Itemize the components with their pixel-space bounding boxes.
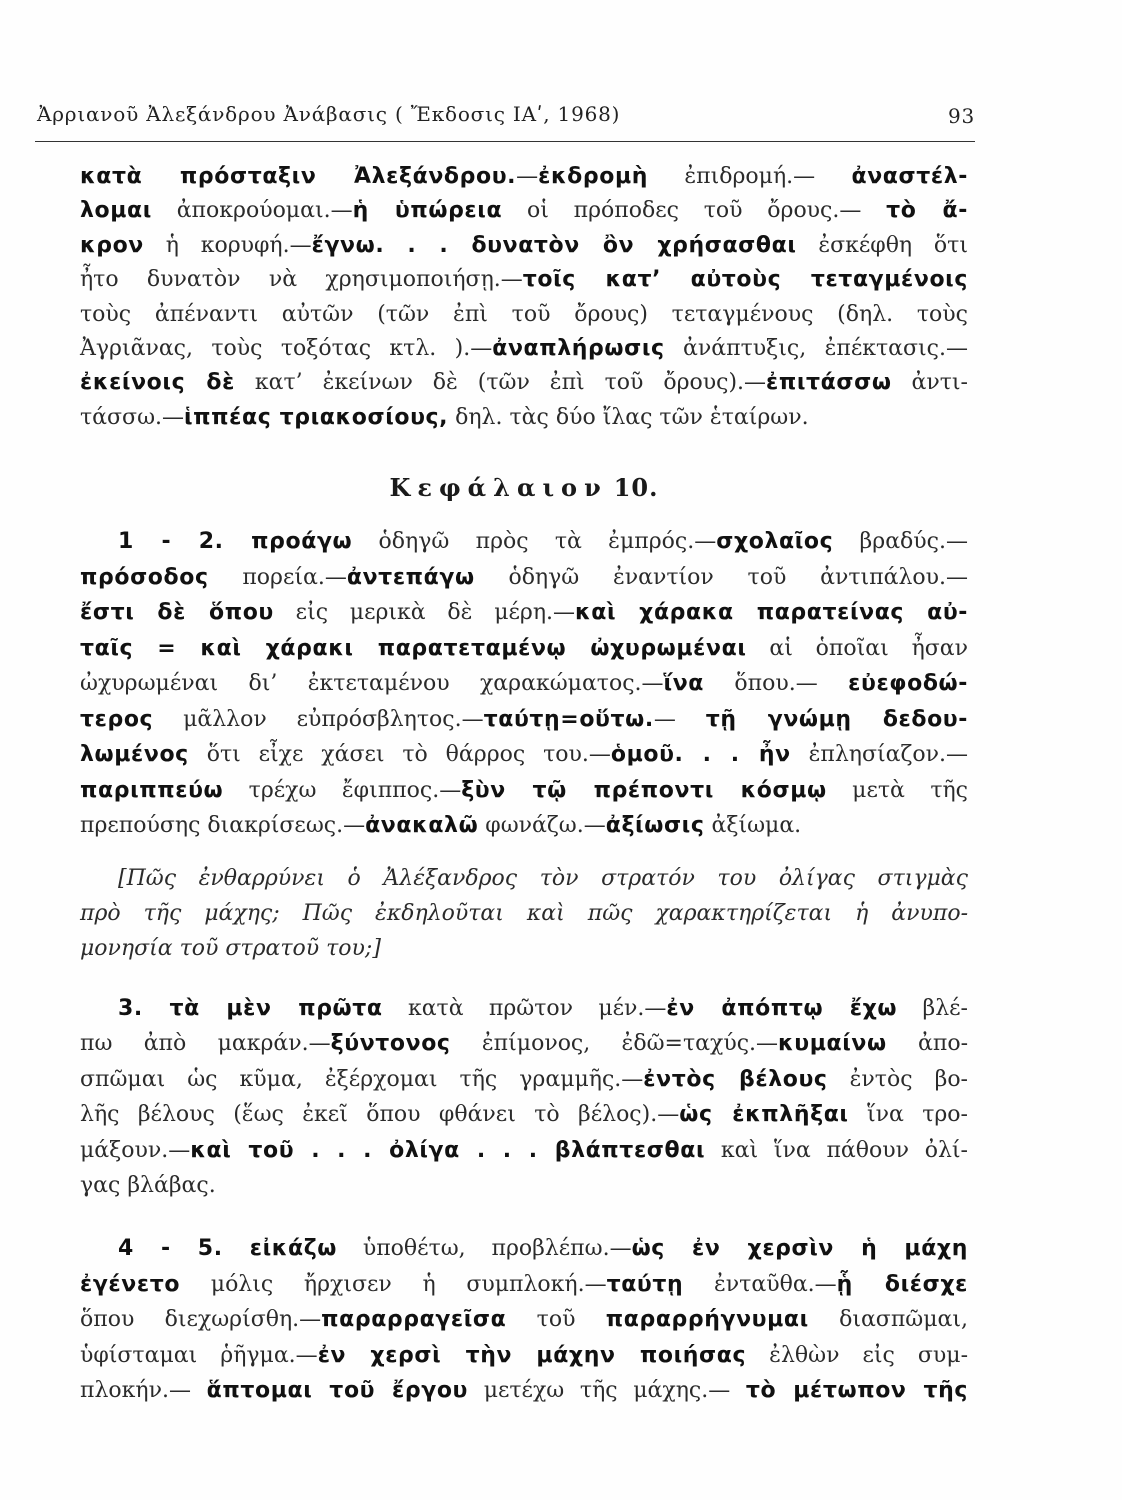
gloss-text: κατ’ ἐκείνων δὲ (τῶν ἐπὶ τοῦ ὄρους).— <box>234 370 767 396</box>
gloss-text: ἀξίωμα. <box>704 813 802 838</box>
headword: λωμένος <box>80 742 189 767</box>
line-content <box>80 1097 968 1132</box>
gloss-text: ὅτι εἶχε χάσει τὸ θάρρος του.— <box>188 742 611 767</box>
line-content <box>80 773 968 809</box>
line-content <box>80 737 968 773</box>
gloss-text: ἵνα τρο- <box>848 1102 968 1128</box>
line-content <box>80 896 968 931</box>
gloss-text: τοῦ <box>506 1307 606 1332</box>
text-line <box>80 666 968 702</box>
line-content <box>118 991 968 1026</box>
headword: καὶ χάρακα παρατείνας αὐ- <box>575 600 969 625</box>
gloss-text: δηλ. τὰς δύο ἴλας τῶν ἑταίρων. <box>448 404 809 430</box>
headword: καὶ τοῦ . . . ὀλίγα . . . βλάπτεσθαι <box>190 1137 706 1163</box>
gloss-text: ἀποκρούομαι.— <box>151 198 353 224</box>
gloss-text: μετὰ τῆς <box>826 777 969 803</box>
text-line <box>80 737 968 773</box>
text-line <box>80 298 968 332</box>
headword: τοῖς κατ’ αὐτοὺς τεταγμένοις <box>522 267 968 293</box>
headword: παριππεύω <box>80 777 224 803</box>
gloss-text: — <box>653 706 706 732</box>
gloss-text: ἀπο- <box>886 1031 968 1057</box>
text-line <box>80 1373 968 1409</box>
headword: ἐν χερσὶ τὴν μάχην ποιήσας <box>317 1342 747 1368</box>
text-line <box>80 702 968 738</box>
running-header <box>37 100 975 128</box>
line-content <box>80 401 809 435</box>
gloss-text: ἀντι- <box>891 370 968 396</box>
headword: ἅπτομαι τοῦ ἔργου <box>206 1378 469 1403</box>
headword: ἔγνω. . . δυνατὸν ὂν χρήσασθαι <box>311 232 797 258</box>
text-line <box>80 631 968 667</box>
line-content <box>80 595 968 631</box>
gloss-text: ὑφίσταμαι ῥῆγμα.— <box>80 1342 318 1368</box>
line-content <box>80 1373 968 1409</box>
chapter-heading <box>80 470 968 505</box>
headword: τὸ μέτωπον τῆς <box>745 1378 968 1403</box>
headword: ἐκδρομὴ <box>538 164 649 189</box>
gloss-text: λῆς βέλους (ἕως ἐκεῖ ὅπου φθάνει τὸ βέλος).— <box>80 1102 680 1128</box>
gloss-text: εἰς μερικὰ δὲ μέρη.— <box>273 600 576 625</box>
line-content <box>80 160 968 194</box>
gloss-text: ὠχυρωμέναι δι’ ἐκτεταμένου χαρακώματος.— <box>80 671 664 696</box>
line-content <box>80 1062 968 1097</box>
line-content <box>80 1267 968 1303</box>
line-content <box>80 366 968 400</box>
headword: ὡς ἐν χερσὶν ἡ μάχη <box>631 1236 968 1261</box>
gloss-text: βραδύς.— <box>833 529 968 554</box>
chapter-number: 10. <box>613 473 659 502</box>
headword: ἐν ἀπόπτῳ ἔχω <box>666 996 898 1021</box>
text-line <box>80 1231 968 1267</box>
gloss-text: — <box>516 164 539 189</box>
question-text: [Πῶς ἐνθαρρύνει ὁ Ἀλέξανδρος τὸν στρατόν του ὀλίγας στιγμὰς <box>118 866 968 891</box>
headword: ταύτῃ=οὕτω. <box>483 706 654 732</box>
line-content <box>80 332 968 366</box>
gloss-text: φωνάζω.— <box>478 813 606 838</box>
gloss-text: ἐπιδρομή.— <box>648 164 852 189</box>
text-line <box>80 896 968 931</box>
line-content <box>118 1231 968 1267</box>
headword: 1 - 2. προάγω <box>118 529 353 554</box>
text-line <box>80 991 968 1026</box>
headword: 3. τὰ μὲν πρῶτα <box>118 996 383 1021</box>
text-line <box>80 332 968 366</box>
text-line <box>80 1026 968 1061</box>
line-content <box>80 1338 968 1374</box>
headword: 4 - 5. εἰκάζω <box>118 1236 338 1261</box>
text-line <box>80 773 968 809</box>
line-content <box>80 263 968 297</box>
text-line <box>80 931 968 966</box>
headword: ἀξίωσις <box>605 813 705 838</box>
headword: ἀναστέλ- <box>851 164 968 189</box>
gloss-text: διασπῶμαι, <box>808 1307 968 1332</box>
text-line <box>80 194 968 228</box>
line-content <box>80 666 968 702</box>
headword: ἀναπλήρωσις <box>492 335 665 361</box>
gloss-text: τάσσω.— <box>80 404 184 430</box>
line-content <box>80 631 968 667</box>
gloss-text: ἀνάπτυξις, ἐπέκτασις.— <box>664 335 968 361</box>
gloss-text: σπῶμαι ὡς κῦμα, ἐξέρχομαι τῆς γραμμῆς.— <box>80 1066 644 1092</box>
gloss-text: ὅπου διεχωρίσθη.— <box>80 1307 322 1332</box>
line-content <box>80 1302 968 1338</box>
headword: εὐεφοδώ- <box>848 671 968 696</box>
text-line <box>80 560 968 596</box>
gloss-text: ἡ κορυφή.— <box>143 232 312 258</box>
line-content <box>80 1168 216 1203</box>
text-line <box>80 366 968 400</box>
text-line <box>80 595 968 631</box>
headword: ἐπιτάσσω <box>766 370 892 396</box>
headword: τὸ ἄ- <box>886 198 969 224</box>
question-text: πρὸ τῆς μάχης; Πῶς ἐκδηλοῦται καὶ πῶς χαρακτηρίζεται ἡ ἀνυπο- <box>80 901 968 926</box>
gloss-text: ἐντὸς βο- <box>827 1066 968 1092</box>
gloss-text: πλοκήν.— <box>80 1378 207 1403</box>
line-content <box>80 560 968 596</box>
text-line <box>80 1133 968 1168</box>
gloss-text: οἱ πρόποδες τοῦ ὄρους.— <box>502 198 887 224</box>
line-content <box>80 931 381 966</box>
headword: ἐντὸς βέλους <box>643 1066 828 1092</box>
text-line <box>80 401 968 435</box>
line-content <box>80 194 968 228</box>
headword: ξὺν τῷ πρέποντι κόσμῳ <box>461 777 827 803</box>
headword: σχολαῖος <box>716 529 834 554</box>
line-content <box>118 524 968 560</box>
line-content <box>80 808 801 844</box>
gloss-text: γας βλάβας. <box>80 1172 216 1198</box>
question-text: μονησία τοῦ στρατοῦ του;] <box>80 936 381 961</box>
gloss-text: ὁδηγῶ πρὸς τὰ ἐμπρός.— <box>352 529 717 554</box>
headword: ἱππέας τριακοσίους, <box>184 404 449 430</box>
gloss-text: πρεπούσης διακρίσεως.— <box>80 813 366 838</box>
headword: ταῖς = καὶ χάρακι παρατεταμένῳ ὠχυρωμέναι <box>80 635 747 661</box>
section-1-2-paragraph <box>80 524 968 844</box>
intro-glossary-paragraph <box>80 160 968 435</box>
text-line <box>80 808 968 844</box>
gloss-text: βλέ- <box>897 996 968 1021</box>
header-rule <box>35 141 975 142</box>
gloss-text: ἦτο δυνατὸν νὰ χρησιμοποιήσῃ.— <box>80 267 523 293</box>
chapter-heading-word: Κεφάλαιον <box>389 473 608 502</box>
text-line <box>80 263 968 297</box>
gloss-text: ἐλθὼν εἰς συμ- <box>746 1342 968 1368</box>
gloss-text: μόλις ἤρχισεν ἡ συμπλοκή.— <box>180 1271 607 1297</box>
headword: ὁμοῦ. . . ἦν <box>610 742 791 767</box>
text-line <box>80 1338 968 1374</box>
headword: τῇ γνώμῃ δεδου- <box>705 706 968 732</box>
text-line <box>80 1302 968 1338</box>
text-line <box>80 1062 968 1097</box>
headword: ἐγένετο <box>80 1271 181 1297</box>
headword: ἔστι δὲ ὅπου <box>80 600 274 625</box>
text-line <box>80 160 968 194</box>
gloss-text: ἐνταῦθα.— <box>683 1271 837 1297</box>
headword: ἐκείνοις δὲ <box>80 370 235 396</box>
gloss-text: ἐσκέφθη ὅτι <box>796 232 968 258</box>
gloss-text: τοὺς ἀπέναντι αὐτῶν (τῶν ἐπὶ τοῦ ὄρους) τεταγμένους (δηλ. τοὺς <box>80 301 968 327</box>
gloss-text: αἱ ὁποῖαι ἦσαν <box>746 635 968 661</box>
gloss-text: τρέχω ἔφιππος.— <box>223 777 462 803</box>
text-line <box>80 1168 968 1203</box>
headword: ξύντονος <box>330 1031 451 1057</box>
gloss-text: Ἀγριᾶνας, τοὺς τοξότας κτλ. ).— <box>80 335 493 361</box>
text-line <box>80 524 968 560</box>
headword: παραρραγεῖσα <box>321 1307 507 1332</box>
headword: ἵνα <box>663 671 705 696</box>
headword: ᾗ διέσχε <box>836 1271 968 1297</box>
headword: κυμαίνω <box>778 1031 887 1057</box>
headword: ταύτῃ <box>606 1271 684 1297</box>
line-content <box>118 861 968 896</box>
line-content <box>80 298 968 332</box>
line-content <box>80 1026 968 1061</box>
line-content <box>80 1133 968 1168</box>
gloss-text: ὁδηγῶ ἐναντίον τοῦ ἀντιπάλου.— <box>474 564 968 590</box>
section-3-paragraph <box>80 991 968 1203</box>
text-line <box>80 229 968 263</box>
section-4-5-paragraph <box>80 1231 968 1409</box>
headword: ἀντεπάγω <box>346 564 475 590</box>
headword: κατὰ πρόσταξιν Ἀλεξάνδρου. <box>80 164 517 189</box>
text-line <box>80 861 968 896</box>
headword: κρον <box>80 232 144 258</box>
running-title: Ἀρριανοῦ Ἀλεξάνδρου Ἀνάβασις ( Ἔκδοσις ΙΑʹ, 1968) <box>37 102 621 126</box>
headword: ἀνακαλῶ <box>365 813 479 838</box>
gloss-text: πορεία.— <box>208 564 347 590</box>
line-content <box>80 702 968 738</box>
gloss-text: ἐπλησίαζον.— <box>790 742 969 767</box>
gloss-text: ὅπου.— <box>704 671 849 696</box>
headword: ἡ ὑπώρεια <box>352 198 503 224</box>
gloss-text: ὑποθέτω, προβλέπω.— <box>337 1236 632 1261</box>
gloss-text: καὶ ἵνα πάθουν ὀλί- <box>705 1137 968 1163</box>
headword: ὡς ἐκπλῆξαι <box>679 1102 849 1128</box>
text-line <box>80 1267 968 1303</box>
gloss-text: μετέχω τῆς μάχης.— <box>468 1378 746 1403</box>
headword: τερος <box>80 706 154 732</box>
gloss-text: ἐπίμονος, ἐδῶ=ταχύς.— <box>450 1031 779 1057</box>
headword: πρόσοδος <box>80 564 209 590</box>
gloss-text: κατὰ πρῶτον μέν.— <box>382 996 667 1021</box>
study-question <box>80 861 968 966</box>
gloss-text: μάξουν.— <box>80 1137 191 1163</box>
gloss-text: πω ἀπὸ μακράν.— <box>80 1031 331 1057</box>
headword: παραρρήγνυμαι <box>605 1307 809 1332</box>
gloss-text: μᾶλλον εὐπρόσβλητος.— <box>153 706 484 732</box>
headword: λομαι <box>80 198 152 224</box>
line-content <box>80 229 968 263</box>
page-number: 93 <box>947 104 975 128</box>
text-line <box>80 1097 968 1132</box>
